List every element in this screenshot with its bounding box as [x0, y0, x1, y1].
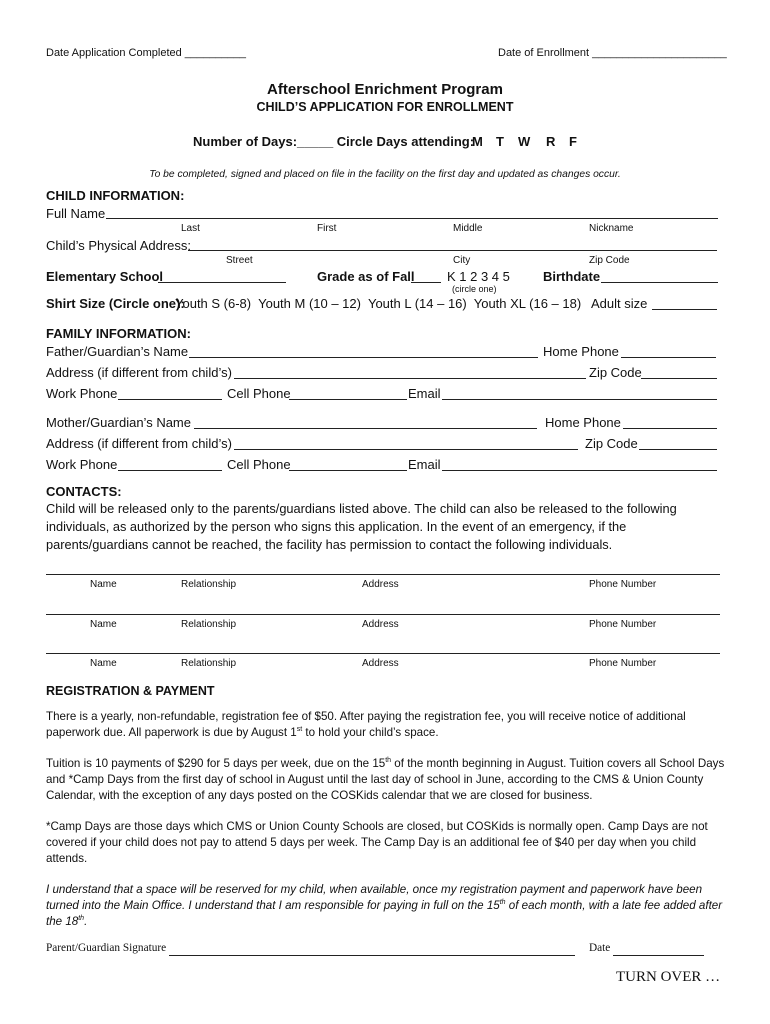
- form-subtitle: CHILD’S APPLICATION FOR ENROLLMENT: [256, 100, 514, 114]
- adult-size-line[interactable]: [652, 309, 717, 310]
- contact-2-relationship-label: Relationship: [181, 619, 237, 630]
- father-zip-line[interactable]: [641, 378, 717, 379]
- contacts-heading: CONTACTS:: [46, 484, 122, 499]
- father-name-label: Father/Guardian’s Name: [46, 344, 189, 359]
- contact-1-address-label: Address: [362, 579, 399, 590]
- mother-home-phone-label: Home Phone: [545, 415, 621, 430]
- name-middle-label: Middle: [453, 223, 483, 234]
- instruction-text: To be completed, signed and placed on file in the facility on the first day and updated as changes occur.: [149, 169, 621, 180]
- address-city-label: City: [453, 255, 471, 266]
- acknowledgement-paragraph: I understand that a space will be reserved for my child, when available, once my registration payment and paperwork have been turned into the Main Office. I understand that I am responsible for paying in full on the 15th of each month, with a late fee added after the 18th.: [46, 883, 723, 928]
- name-nickname-label: Nickname: [589, 223, 634, 234]
- day-w[interactable]: W: [518, 134, 531, 149]
- contact-2-address-label: Address: [362, 619, 399, 630]
- mother-cell-phone-label: Cell Phone: [227, 457, 291, 472]
- day-m[interactable]: M: [472, 134, 483, 149]
- mother-work-phone-label: Work Phone: [46, 457, 118, 472]
- contact-1-line[interactable]: [46, 574, 720, 575]
- father-address-line[interactable]: [234, 378, 586, 379]
- elementary-school-label: Elementary School: [46, 269, 164, 284]
- full-name-line[interactable]: [106, 218, 718, 219]
- father-name-line[interactable]: [189, 357, 538, 358]
- camp-days-paragraph: *Camp Days are those days which CMS or Union County Schools are closed, but COSKids is normally open. Camp Days are not covered if your child does not pay to attend 5 days per week. The Camp Day is an additional fee of $40 per day when you child attends.: [46, 820, 708, 865]
- child-address-label: Child’s Physical Address:: [46, 238, 191, 253]
- mother-name-label: Mother/Guardian’s Name: [46, 415, 191, 430]
- father-work-phone-label: Work Phone: [46, 386, 118, 401]
- family-info-heading: FAMILY INFORMATION:: [46, 326, 191, 341]
- shirt-size-options[interactable]: Youth S (6-8) Youth M (10 – 12) Youth L (14 – 16) Youth XL (16 – 18): [175, 296, 582, 311]
- grade-label: Grade as of Fall: [317, 269, 415, 284]
- mother-zip-line[interactable]: [639, 449, 717, 450]
- father-zip-label: Zip Code: [589, 365, 642, 380]
- shirt-size-label: Shirt Size (Circle one):: [46, 296, 185, 311]
- child-address-line[interactable]: [188, 250, 717, 251]
- signature-label: Parent/Guardian Signature: [46, 942, 167, 954]
- days-line[interactable]: Number of Days:_____ Circle Days attending:: [193, 134, 475, 149]
- mother-home-phone-line[interactable]: [623, 428, 717, 429]
- grade-options[interactable]: K 1 2 3 4 5: [447, 269, 510, 284]
- child-info-heading: CHILD INFORMATION:: [46, 188, 185, 203]
- day-t[interactable]: T: [496, 134, 504, 149]
- contact-1-name-label: Name: [90, 579, 117, 590]
- circle-one-note: (circle one): [452, 284, 497, 294]
- birthdate-line[interactable]: [601, 282, 718, 283]
- date-completed-field[interactable]: Date Application Completed __________: [46, 47, 246, 59]
- elementary-school-line[interactable]: [158, 282, 286, 283]
- program-title: Afterschool Enrichment Program: [267, 81, 503, 98]
- father-home-phone-line[interactable]: [621, 357, 716, 358]
- day-r[interactable]: R: [546, 134, 556, 149]
- day-f[interactable]: F: [569, 134, 577, 149]
- date-enrollment-field[interactable]: Date of Enrollment ______________________: [498, 47, 727, 59]
- birthdate-label: Birthdate: [543, 269, 601, 284]
- contact-1-relationship-label: Relationship: [181, 579, 237, 590]
- signature-date-label: Date: [589, 942, 611, 954]
- contact-3-name-label: Name: [90, 658, 117, 669]
- mother-cell-phone-line[interactable]: [289, 470, 407, 471]
- signature-line[interactable]: [169, 955, 575, 956]
- contact-2-name-label: Name: [90, 619, 117, 630]
- contact-3-relationship-label: Relationship: [181, 658, 237, 669]
- contact-2-phone-label: Phone Number: [589, 619, 657, 630]
- father-cell-phone-label: Cell Phone: [227, 386, 291, 401]
- tuition-paragraph: Tuition is 10 payments of $290 for 5 days per week, due on the 15th of the month beginning in August. Tuition covers all School Days and *Camp Days from the first day of school in August until the last day of school in June, according to the CMS & Union County Calendar, with the exception of any days posted on the COSKids calendar that we are closed for business.: [46, 757, 725, 802]
- registration-heading: REGISTRATION & PAYMENT: [46, 684, 215, 698]
- address-zip-label: Zip Code: [589, 255, 630, 266]
- father-email-line[interactable]: [442, 399, 717, 400]
- name-last-label: Last: [181, 223, 200, 234]
- father-address-label: Address (if different from child’s): [46, 365, 232, 380]
- father-cell-phone-line[interactable]: [289, 399, 407, 400]
- adult-size-label: Adult size: [591, 296, 648, 311]
- mother-zip-label: Zip Code: [585, 436, 638, 451]
- grade-line[interactable]: [411, 282, 441, 283]
- mother-name-line[interactable]: [194, 428, 537, 429]
- father-work-phone-line[interactable]: [118, 399, 222, 400]
- contact-1-phone-label: Phone Number: [589, 579, 657, 590]
- contact-3-phone-label: Phone Number: [589, 658, 657, 669]
- mother-email-line[interactable]: [442, 470, 717, 471]
- mother-work-phone-line[interactable]: [118, 470, 222, 471]
- mother-address-line[interactable]: [234, 449, 578, 450]
- turn-over-note: TURN OVER …: [616, 969, 721, 985]
- father-email-label: Email: [408, 386, 441, 401]
- contact-3-line[interactable]: [46, 653, 720, 654]
- contact-3-address-label: Address: [362, 658, 399, 669]
- address-street-label: Street: [226, 255, 253, 266]
- mother-address-label: Address (if different from child’s): [46, 436, 232, 451]
- registration-fee-paragraph: There is a yearly, non-refundable, registration fee of $50. After paying the registration fee, you will receive notice of additional paperwork due. All paperwork is due by August 1st to hold your child’s space.: [46, 710, 686, 739]
- contact-2-line[interactable]: [46, 614, 720, 615]
- name-first-label: First: [317, 223, 337, 234]
- full-name-label: Full Name: [46, 206, 106, 221]
- signature-date-line[interactable]: [613, 955, 704, 956]
- mother-email-label: Email: [408, 457, 441, 472]
- father-home-phone-label: Home Phone: [543, 344, 619, 359]
- contacts-text: Child will be released only to the parents/guardians listed above. The child can also be released to the following individuals, as authorized by the person who signs this application. In the event of an emergency, if the parents/guardians cannot be reached, the facility has permission to contact the following individuals.: [46, 501, 677, 552]
